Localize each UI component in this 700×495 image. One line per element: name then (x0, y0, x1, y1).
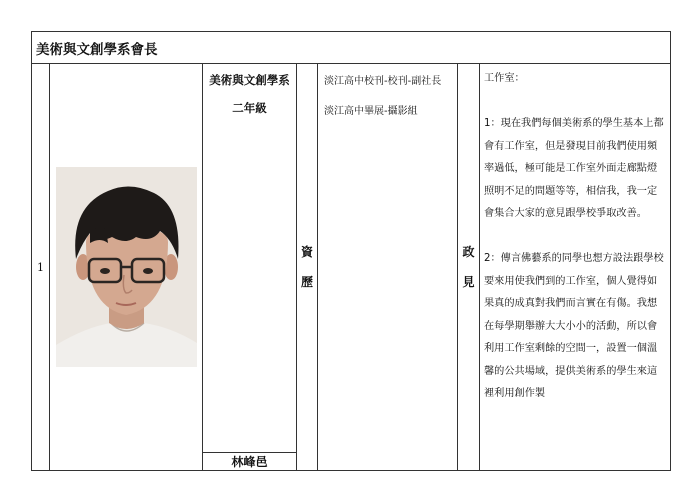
department-cell (203, 64, 297, 453)
platform-heading: 工作室： (484, 73, 525, 84)
experience-item: 淡江高中畢展-攝影組 (324, 106, 418, 117)
platform-text (480, 64, 671, 471)
experience-label: 資 歷 (297, 64, 318, 471)
platform-point-1: 1：現在我們每個美術系的學生基本上都會有工作室，但是發現目前我們使用頻率過低，極可能是工作室外面走廊點燈照明不足的問題等等，相信我，我一定會集合大家的意見跟學校爭取改善。 (484, 118, 664, 219)
platform-point-2: 2：傳言佛藝系的同學也想方設法跟學校要來用使我們到的工作室，個人覺得如果真的成真對我們而言實在有傷。我想在每學期舉辦大大小小的活動，所以會利用工作室剩餘的空間一，設置一個溫馨的公共場域，提供美術系的學生來這裡利用創作製 (484, 253, 664, 399)
platform-label: 政 見 (458, 64, 480, 471)
candidate-name: 林峰邑 (203, 453, 297, 471)
experience-item: 淡江高中校刊-校刊-副社長 (324, 76, 442, 87)
candidate-photo (56, 167, 197, 367)
candidate-number: 1 (32, 64, 50, 471)
photo-cell (50, 64, 203, 471)
experience-list (318, 64, 458, 471)
candidate-table (31, 31, 671, 471)
department-name: 美術與文創學系 (209, 73, 290, 87)
grade: 二年級 (232, 101, 267, 115)
position-title: 美術與文創學系會長 (32, 32, 671, 64)
